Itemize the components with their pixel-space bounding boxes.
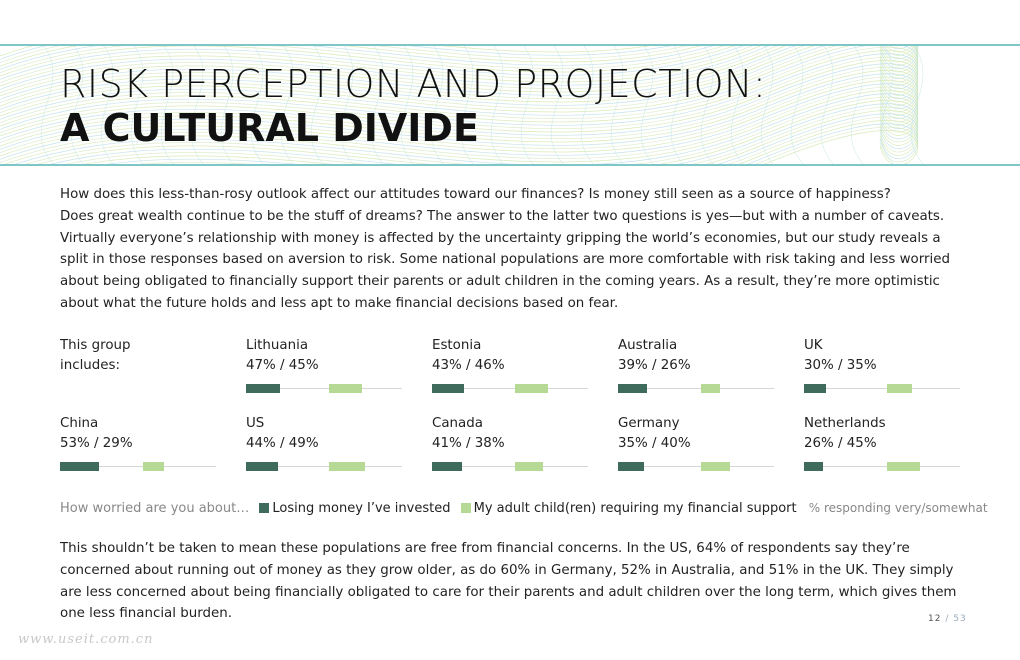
bar-children <box>887 384 913 393</box>
bar-invested <box>246 462 278 471</box>
conclusion-paragraph: This shouldn’t be taken to mean these populations are free from financial concerns. In the US, 64% of respondents say they’re concerned about running out of money as they grow older, as do 60% in Germany, 52% in Australia, and 51% in the UK. They simply are less concerned about being financially obligated to care for their parents and adult children over the long term, which gives them one less financial burden. <box>60 541 957 622</box>
country-name: UK <box>804 338 823 353</box>
country-cell-us <box>246 414 416 454</box>
bar-children <box>515 462 543 471</box>
country-cell-estonia <box>432 336 602 376</box>
legend-note: % responding very/somewhat <box>808 501 988 515</box>
bar-children <box>887 462 920 471</box>
country-percentages: 35% / 40% <box>618 436 691 451</box>
legend-swatch-invested <box>259 503 269 513</box>
group-label <box>60 336 230 376</box>
country-name: Estonia <box>432 338 482 353</box>
legend-question: How worried are you about… <box>60 501 250 516</box>
country-percentages: 47% / 45% <box>246 358 319 373</box>
bar-invested <box>432 384 464 393</box>
legend-swatch-children <box>461 503 471 513</box>
country-cell-netherlands <box>804 414 974 454</box>
country-cell-canada <box>432 414 602 454</box>
page-number <box>928 614 967 624</box>
bar-invested <box>246 384 280 393</box>
country-bars <box>432 384 588 392</box>
bar-invested <box>432 462 462 471</box>
chart-legend <box>60 499 988 518</box>
bar-invested <box>618 462 644 471</box>
intro-text <box>60 184 960 315</box>
bar-track <box>804 466 960 467</box>
country-bars <box>60 462 216 470</box>
country-name: China <box>60 416 99 431</box>
country-name: Lithuania <box>246 338 309 353</box>
country-cell-germany <box>618 414 788 454</box>
country-bars <box>618 462 774 470</box>
country-percentages: 41% / 38% <box>432 436 505 451</box>
page-title-line2: A CULTURAL DIVIDE <box>60 106 479 150</box>
bar-invested <box>804 462 823 471</box>
legend-item-children: My adult child(ren) requiring my financial support <box>473 501 797 516</box>
country-bars <box>246 462 402 470</box>
country-percentages: 26% / 45% <box>804 436 877 451</box>
intro-paragraph-1: How does this less-than-rosy outlook affect our attitudes toward our finances? Is money still seen as a source of happiness? <box>60 187 891 202</box>
page-total: / 53 <box>945 614 967 624</box>
country-name: Germany <box>618 416 680 431</box>
page-title-line1: RISK PERCEPTION AND PROJECTION: <box>60 62 767 106</box>
bar-track <box>804 388 960 389</box>
country-name: Netherlands <box>804 416 886 431</box>
country-percentages: 44% / 49% <box>246 436 319 451</box>
country-percentages: 53% / 29% <box>60 436 133 451</box>
country-percentages: 30% / 35% <box>804 358 877 373</box>
country-cell-australia <box>618 336 788 376</box>
bar-children <box>143 462 164 471</box>
country-bars <box>618 384 774 392</box>
country-name: US <box>246 416 265 431</box>
country-bars <box>246 384 402 392</box>
group-label-line1: This group <box>60 338 131 353</box>
watermark-text: www.useit.com.cn <box>18 632 154 647</box>
country-percentages: 39% / 26% <box>618 358 691 373</box>
intro-paragraph-2: Does great wealth continue to be the stuff of dreams? The answer to the latter two questions is yes—but with a number of caveats. Virtually everyone’s relationship with money is affected by the uncertainty gripping the world’s economies, but our study reveals a split in those responses based on aversion to risk. Some national populations are more comfortable with risk taking and less worried about being obligated to financially support their parents or adult children in the coming years. As a result, they’re more optimistic about what the future holds and less apt to make financial decisions based on fear. <box>60 208 950 311</box>
country-bars <box>804 462 960 470</box>
bar-children <box>515 384 549 393</box>
country-cell-china <box>60 414 230 454</box>
bar-children <box>329 384 362 393</box>
bar-children <box>701 384 720 393</box>
country-name: Australia <box>618 338 678 353</box>
bar-invested <box>804 384 826 393</box>
group-label-line2: includes: <box>60 358 121 373</box>
legend-item-invested: Losing money I’ve invested <box>272 501 451 516</box>
bar-invested <box>618 384 647 393</box>
country-cell-uk <box>804 336 974 376</box>
conclusion-text <box>60 538 965 625</box>
bar-invested <box>60 462 99 471</box>
country-name: Canada <box>432 416 483 431</box>
country-bars <box>804 384 960 392</box>
country-cell-lithuania <box>246 336 416 376</box>
bar-children <box>329 462 365 471</box>
country-bars <box>432 462 588 470</box>
bar-children <box>701 462 730 471</box>
page-current: 12 <box>928 614 942 624</box>
country-percentages: 43% / 46% <box>432 358 505 373</box>
